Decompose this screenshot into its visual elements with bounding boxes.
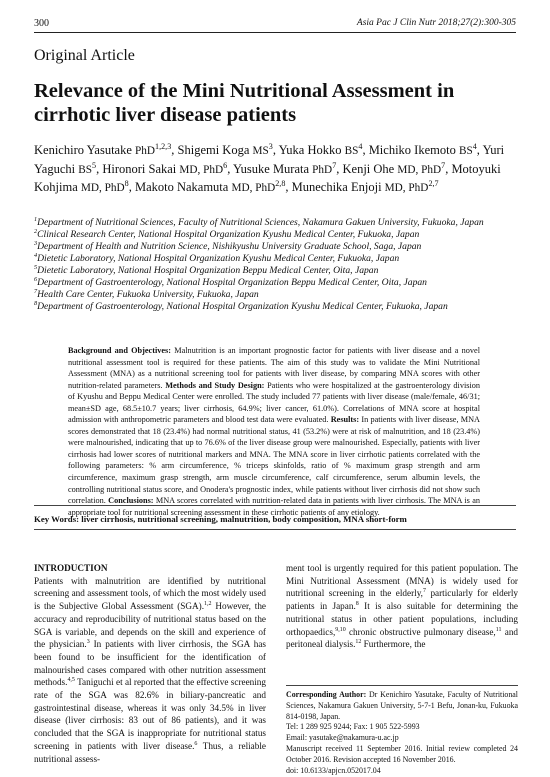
- intro-column-left: [34, 562, 266, 765]
- affiliation-text: Department of Gastroenterology, National Hospital Organization Kyushu Medical Center, Fukuoka, Japan: [37, 301, 448, 312]
- affiliation: [34, 265, 516, 277]
- body-text: particularly for elderly patients in Japan.: [286, 588, 518, 612]
- affiliation-text: Dietetic Laboratory, National Hospital Organization Beppu Medical Center, Oita, Japan: [37, 265, 379, 276]
- author-degree: MD, PhD: [397, 163, 442, 176]
- section-heading: INTRODUCTION: [34, 563, 108, 573]
- affiliation-text: Department of Gastroenterology, National Hospital Organization Beppu Medical Center, Oita, Japan: [37, 277, 427, 288]
- affiliation-number: 1: [34, 215, 38, 223]
- correspondence-box: [286, 690, 518, 776]
- author-name: Makoto Nakamuta: [134, 180, 229, 194]
- affiliation-text: Dietetic Laboratory, National Hospital Organization Kyushu Medical Center, Fukuoka, Japan: [37, 253, 400, 264]
- correspondence-text: Dr Kenichiro Yasutake, Faculty of Nutritional Sciences, Nakamura Gakuen University, 5-7-1 Befu, Jonan-ku, Fukuoka 814-0198, Japan.: [286, 690, 518, 721]
- keywords-rule-top: [34, 505, 516, 506]
- citation-ref: 9,10: [335, 626, 346, 633]
- correspondence-tel: Tel: 1 289 925 9244; Fax: 1 905 522-5993: [286, 722, 420, 732]
- citation-ref: 6: [194, 740, 198, 747]
- body-text: Patients with malnutrition are identified by nutritional screening and assessment tools, of which the most widely used is the Subjective Global Assessment (SGA).: [34, 575, 266, 612]
- abstract-methods-text: Patients who were hospitalized at the gastroenterology division of Kyushu and Beppu Medical Center were enrolled. The study included 77 patients with liver disease (male/female, 46/31; mean±SD age, 68.5±10.7 years; liver cirrhosis, 64.9%; liver cancer, 61.0%). Correlations of MNA score at hospital admission with anthropometric parameters and blood test data were evaluated.: [68, 380, 481, 425]
- citation-ref: 8: [355, 601, 359, 608]
- affiliation-text: Health Care Center, Fukuoka University, Fukuoka, Japan: [37, 289, 259, 300]
- correspondence-label: Corresponding Author:: [286, 690, 367, 699]
- author-name: Munechika Enjoji: [291, 180, 382, 194]
- abstract-conclusions-label: Conclusions:: [108, 496, 154, 506]
- author-name: Motoyuki Kohjima: [34, 161, 501, 194]
- author: [102, 162, 227, 176]
- affiliation: [34, 301, 516, 313]
- citation-ref: 7: [422, 588, 426, 595]
- author-degree: BS: [458, 145, 473, 157]
- body-text: Thus, a reliable nutritional assess-: [34, 740, 266, 764]
- citation-ref: 12: [355, 639, 362, 646]
- affiliation-text: Department of Nutritional Sciences, Faculty of Nutritional Sciences, Nakamura Gakuen University, Fukuoka, Japan: [37, 217, 484, 228]
- body-text: chronic obstructive pulmonary disease,: [345, 626, 496, 637]
- abstract-results-text: In patients with liver disease, MNA scores demonstrated that 18 (23.4%) had normal nutritional status, 41 (53.2%) were at risk of malnutrition, and 18 (23.4%) were malnourished, indicating that up to 76.6% of the liver disease group were malnourished. Especially, patients with liver cirrhosis had lower scores of nutritional markers and MNA. The MNA score in liver cirrhotic patients correlated with the following parameters: % arm circumference, % triceps skinfolds, ratio of % maximum grasp strength and arm circumference, maximum grasp strength, arm muscle circumference, calf circumference, serum albumin levels, the controlling nutritional status score, and Onodera's prognostic index, while patients without liver cirrhosis did not show such correlation.: [68, 415, 481, 506]
- affiliation-text: Clinical Research Center, National Hospital Organization Kyushu Medical Center, Fukuoka, Japan: [37, 229, 420, 240]
- author: [292, 180, 439, 194]
- affiliation-number: 4: [34, 251, 38, 259]
- author-affiliation-ref: 7: [441, 160, 446, 170]
- body-text: ment tool is urgently required for this patient population. The Mini Nutritional Assessment (MNA) is widely used for nutritional screening in the elderly,: [286, 563, 518, 599]
- affiliation-number: 3: [34, 239, 38, 247]
- affiliation: [34, 217, 516, 229]
- body-text: However, the accuracy and reproducibility of nutritional status based on the SGA is variable, and depends on the skill and experience of the physician.: [34, 601, 267, 650]
- affiliation-text: Department of Health and Nutrition Science, Nishikyushu University Graduate School, Saga, Japan: [37, 241, 422, 252]
- author-degree: BS: [78, 163, 92, 176]
- author-affiliation-ref: 7: [332, 160, 337, 170]
- author-name: Yuka Hokko: [278, 143, 342, 157]
- manuscript-dates: Manuscript received 11 September 2016. Initial review completed 24 October 2016. Revision accepted 16 November 2016.: [286, 743, 518, 764]
- author: [343, 162, 446, 176]
- author-degree: MD, PhD: [384, 182, 429, 194]
- author-degree: BS: [344, 145, 359, 157]
- body-text: It is also suitable for determining the nutritional status in other patient populations, including orthopaedics,: [286, 601, 518, 637]
- header-rule: [34, 32, 516, 33]
- affiliation-number: 5: [34, 263, 38, 271]
- keywords-rule-bottom: [34, 529, 516, 530]
- doi[interactable]: doi: 10.6133/apjcn.052017.04: [286, 765, 381, 775]
- author-affiliation-ref: 1,2,3: [155, 141, 172, 151]
- author: [34, 143, 171, 157]
- author-affiliation-ref: 2,8: [275, 178, 286, 188]
- intro-column-right: [286, 562, 518, 651]
- author: [233, 162, 336, 176]
- abstract-conclusions-text: MNA scores correlated with nutrition-related data in patients with liver cirrhosis. The MNA is an appropriate tool for nutritional screening assessment in these cirrhotic patients of any etiology.: [68, 496, 481, 517]
- affiliation-list: [34, 217, 516, 313]
- author-name: Yusuke Murata: [233, 161, 310, 176]
- body-text: Furthermore, the: [361, 639, 426, 650]
- author-name: Kenichiro Yasutake: [34, 143, 132, 157]
- keywords: Key Words: liver cirrhosis, nutritional screening, malnutrition, body composition, MNA short-form: [34, 514, 407, 524]
- author-affiliation-ref: 8: [124, 178, 129, 188]
- author-degree: PhD: [135, 145, 156, 157]
- author-degree: MD, PhD: [80, 182, 125, 194]
- author-affiliation-ref: 4: [472, 141, 477, 151]
- citation-ref: 11: [495, 626, 502, 633]
- affiliation: [34, 277, 516, 289]
- author: [279, 143, 363, 157]
- body-text: and peritoneal dialysis.: [286, 626, 519, 650]
- affiliation: [34, 229, 516, 241]
- author-name: Yuri Yaguchi: [34, 143, 505, 176]
- author-degree: MD, PhD: [179, 163, 224, 176]
- author: [369, 143, 477, 157]
- abstract-background-text: Malnutrition is an important prognostic factor for patients with liver disease and a novel nutritional assessment tool is required for these patients. The aim of this study was to validate the Mini Nutritional Assessment (MNA) as a nutritional screening tool for patients with liver disease, by comparing MNA scores with other nutrition-related parameters.: [68, 346, 480, 390]
- body-text: Taniguchi et al reported that the effective screening rate of the SGA was 82.6% in biliary-pancreatic and gastrointestinal disease, whereas it was only 34.5% in liver disease (liver cirrhosis: 83 out of 86 patients), and it was concluded that the SGA is inappropriate for nutritional status screening in patients with liver disease.: [34, 677, 266, 751]
- author-affiliation-ref: 3: [268, 141, 273, 151]
- author: [135, 180, 285, 194]
- author-name: Hironori Sakai: [102, 161, 177, 176]
- author: [178, 143, 273, 157]
- author-degree: MD, PhD: [231, 182, 276, 194]
- correspondence-rule: [286, 685, 518, 686]
- article-type: Original Article: [34, 47, 135, 64]
- author-affiliation-ref: 2,7: [428, 178, 439, 188]
- author-name: Kenji Ohe: [342, 161, 395, 176]
- author-affiliation-ref: 6: [223, 160, 228, 170]
- correspondence-email[interactable]: Email: yasutake@nakamura-u.ac.jp: [286, 733, 399, 743]
- page-number: 300: [34, 18, 49, 29]
- citation-ref: 4,5: [67, 677, 75, 684]
- abstract-results-label: Results:: [330, 415, 360, 425]
- affiliation-number: 8: [34, 299, 38, 307]
- abstract-methods-label: Methods and Study Design:: [165, 380, 265, 390]
- author-affiliation-ref: 5: [92, 160, 97, 170]
- affiliation: [34, 289, 516, 301]
- affiliation: [34, 241, 516, 253]
- author-name: Michiko Ikemoto: [368, 143, 456, 157]
- author-list: Kenichiro Yasutake PhD$^{1,2,3}$, Shigemi Koga $MS^3$, Yuka Hokko $BS^4$, Michiko Ikemoto $BS^4$, Yuri Yaguchi $BS^5$, Hironori Sakai MD, PhD$^6$, Yusuke Murata PhD$^7$, Kenji Ohe MD, PhD$^7$, Motoyuki Kohjima MD, PhD$^8$, Makoto Nakamuta MD, PhD$^{2,8}$, Munechika Enjoji MD, PhD$^{2,7}$: [34, 141, 505, 194]
- affiliation-number: 7: [34, 287, 38, 295]
- body-text: In patients with liver cirrhosis, the SGA has been found to be insufficient for the identification of malnourished cases compared with other nutrition assessment methods.: [34, 639, 266, 688]
- citation-ref: 1,2: [204, 601, 212, 608]
- journal-citation: Asia Pac J Clin Nutr 2018;27(2):300-305: [356, 18, 516, 28]
- article-title: Relevance of the Mini Nutritional Assessment in cirrhotic liver disease patients: [34, 80, 455, 126]
- author-degree: PhD: [312, 163, 333, 176]
- abstract: [68, 345, 480, 518]
- abstract-background-label: Background and Objectives:: [68, 346, 172, 355]
- citation-ref: 3: [86, 639, 90, 646]
- author-name: Shigemi Koga: [177, 143, 250, 157]
- author-affiliation-ref: 4: [358, 141, 363, 151]
- author-degree: MS: [252, 145, 269, 157]
- affiliation-number: 2: [34, 227, 38, 235]
- affiliation: [34, 253, 516, 265]
- affiliation-number: 6: [34, 275, 38, 283]
